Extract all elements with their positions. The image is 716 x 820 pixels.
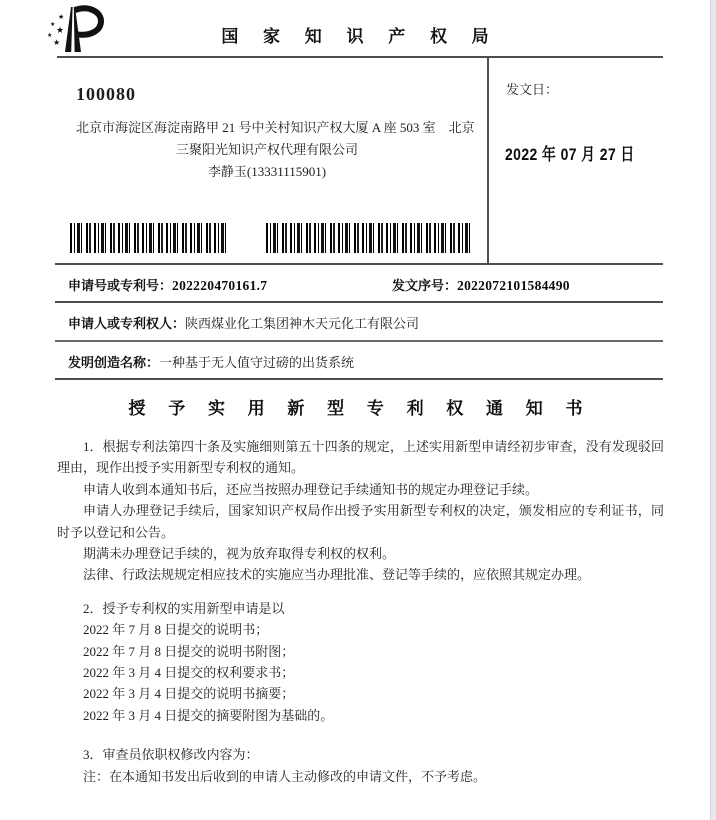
paragraph: 法律、行政法规规定相应技术的实施应当办理批准、登记等手续的，应依照其规定办理。 <box>83 567 591 583</box>
invention-title-row <box>68 352 663 371</box>
application-number-row <box>68 275 663 294</box>
paragraph: 申请人办理登记手续后，国家知识产权局作出授予实用新型专利权的决定，颁发相应的专利证书，同时予以登记和公告。 <box>57 503 664 540</box>
svg-text:★: ★ <box>58 13 65 21</box>
application-number-label: 申请号或专利号： <box>68 278 173 293</box>
table-rule-2 <box>55 340 663 342</box>
submission-date-line: 2022 年 3 月 4 日提交的摘要附图为基础的。 <box>83 707 334 723</box>
paragraph: 3．审查员依职权修改内容为： <box>83 747 259 763</box>
submission-date-line: 2022 年 3 月 4 日提交的权利要求书； <box>83 665 295 681</box>
recipient-block <box>76 84 475 183</box>
notice-body <box>57 436 664 787</box>
recipient-contact: 李静玉(13331115901) <box>207 164 327 179</box>
issue-date-label: 发文日： <box>506 82 559 97</box>
barcode-right <box>266 223 470 253</box>
note-line: 注：在本通知书发出后收到的申请人主动修改的申请文件，不予考虑。 <box>83 768 487 784</box>
svg-text:★: ★ <box>50 22 56 28</box>
submission-date-line: 2022 年 7 月 8 日提交的说明书附图； <box>83 643 295 659</box>
table-rule-bottom <box>55 378 663 380</box>
applicant-label: 申请人或专利权人： <box>68 316 186 331</box>
svg-text:★: ★ <box>53 38 61 47</box>
agency-title: 国 家 知 识 产 权 局 <box>221 27 499 46</box>
submission-date-line: 2022 年 3 月 4 日提交的说明书摘要； <box>83 686 295 702</box>
table-rule-1 <box>55 301 663 303</box>
table-rule-top <box>55 263 663 265</box>
paragraph: 1．根据专利法第四十条及实施细则第五十四条的规定，上述实用新型申请经初步审查，没有发现驳回理由，现作出授予实用新型专利权的通知。 <box>57 439 664 476</box>
header-divider <box>57 56 663 58</box>
svg-text:★: ★ <box>56 25 65 35</box>
dispatch-serial-value: 2022072101584490 <box>457 278 570 293</box>
svg-text:★: ★ <box>47 33 53 39</box>
invention-title-label: 发明创造名称： <box>68 355 160 370</box>
applicant-row <box>68 313 663 332</box>
dispatch-serial-group <box>392 275 570 294</box>
application-number-value: 202220470161.7 <box>172 278 268 293</box>
applicant-value: 陕西煤业化工集团神木天元化工有限公司 <box>185 316 420 331</box>
paragraph: 2．授予专利权的实用新型申请是以 <box>83 600 285 616</box>
invention-title-value: 一种基于无人值守过磅的出货系统 <box>159 355 355 370</box>
paragraph: 期满未办理登记手续的，视为放弃取得专利权的权利。 <box>83 546 396 562</box>
recipient-address-line2: 三聚阳光知识产权代理有限公司 <box>175 142 358 157</box>
dispatch-serial-label: 发文序号： <box>392 278 458 293</box>
paragraph: 申请人收到本通知书后，还应当按照办理登记手续通知书的规定办理登记手续。 <box>83 481 539 497</box>
issue-panel-divider <box>487 56 489 265</box>
postal-code: 100080 <box>76 84 136 104</box>
notice-title: 授 予 实 用 新 型 专 利 权 通 知 书 <box>128 399 592 418</box>
scan-edge-artifact <box>710 0 716 820</box>
barcode-left <box>70 223 230 253</box>
submission-date-line: 2022 年 7 月 8 日提交的说明书； <box>83 622 269 638</box>
recipient-address-line1: 北京市海淀区海淀南路甲 21 号中关村知识产权大厦 A 座 503 室 北京 <box>76 120 475 135</box>
issue-date-value: 2022 年 07 月 27 日 <box>505 145 635 164</box>
